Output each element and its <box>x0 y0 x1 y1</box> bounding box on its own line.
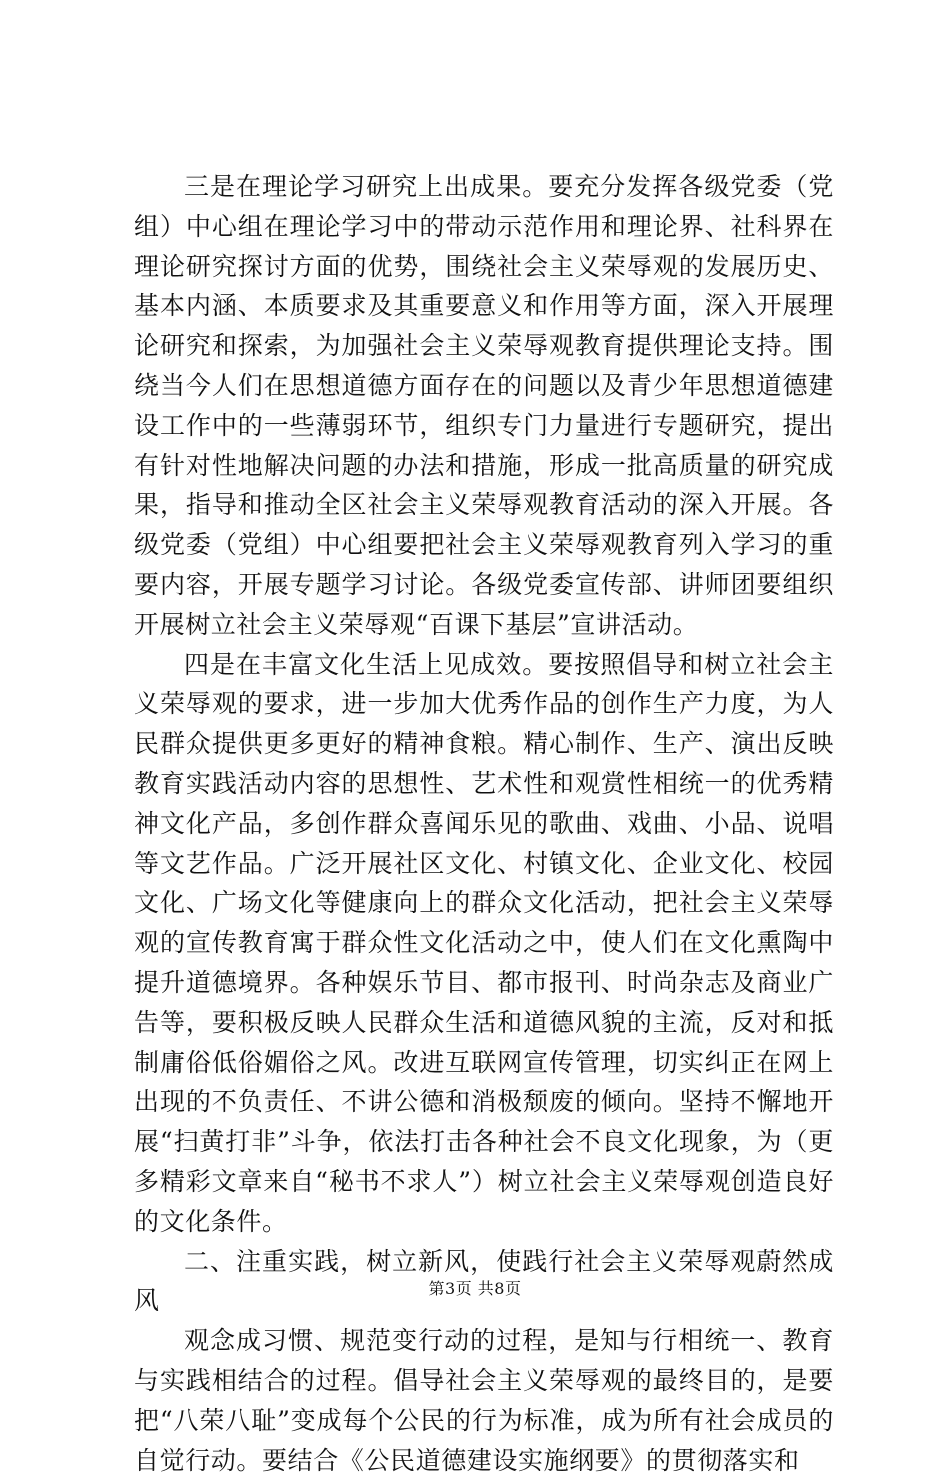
page-number-footer: 第3页 共8页 <box>428 1279 522 1298</box>
paragraph-concept-habit: 观念成习惯、规范变行动的过程，是知与行相统一、教育与实践相结合的过程。倡导社会主义荣辱观的最终目的，是要把“八荣八耻”变成每个公民的行为标准，成为所有社会成员的自觉行动。要结合《公民道德建设实施纲要》的贯彻落实和 <box>134 1326 834 1475</box>
paragraph-theory-study: 三是在理论学习研究上出成果。要充分发挥各级党委（党组）中心组在理论学习中的带动示范作用和理论界、社科界在理论研究探讨方面的优势，围绕社会主义荣辱观的发展历史、基本内涵、本质要求及其重要意义和作用等方面，深入开展理论研究和探索，为加强社会主义荣辱观教育提供理论支持。围绕当今人们在思想道德方面存在的问题以及青少年思想道德建设工作中的一些薄弱环节，组织专门力量进行专题研究，提出有针对性地解决问题的办法和措施，形成一批高质量的研究成果，指导和推动全区社会主义荣辱观教育活动的深入开展。各级党委（党组）中心组要把社会主义荣辱观教育列入学习的重要内容，开展专题学习讨论。各级党委宣传部、讲师团要组织开展树立社会主义荣辱观“百课下基层”宣讲活动。 <box>134 172 834 639</box>
paragraph-cultural-life: 四是在丰富文化生活上见成效。要按照倡导和树立社会主义荣辱观的要求，进一步加大优秀作品的创作生产力度，为人民群众提供更多更好的精神食粮。精心制作、生产、演出反映教育实践活动内容的思想性、艺术性和观赏性相统一的优秀精神文化产品，多创作群众喜闻乐见的歌曲、戏曲、小品、说唱等文艺作品。广泛开展社区文化、村镇文化、企业文化、校园文化、广场文化等健康向上的群众文化活动，把社会主义荣辱观的宣传教育寓于群众性文化活动之中，使人们在文化熏陶中提升道德境界。各种娱乐节目、都市报刊、时尚杂志及商业广告等，要积极反映人民群众生活和道德风貌的主流，反对和抵制庸俗低俗媚俗之风。改进互联网宣传管理，切实纠正在网上出现的不负责任、不讲公德和消极颓废的倾向。坚持不懈地开展“扫黄打非”斗争，依法打击各种社会不良文化现象，为（更多精彩文章来自“秘书不求人”）树立社会主义荣辱观创造良好的文化条件。 <box>134 649 834 1236</box>
section-heading-practice: 二、注重实践，树立新风，使践行社会主义荣辱观蔚然成风 <box>134 1246 834 1316</box>
